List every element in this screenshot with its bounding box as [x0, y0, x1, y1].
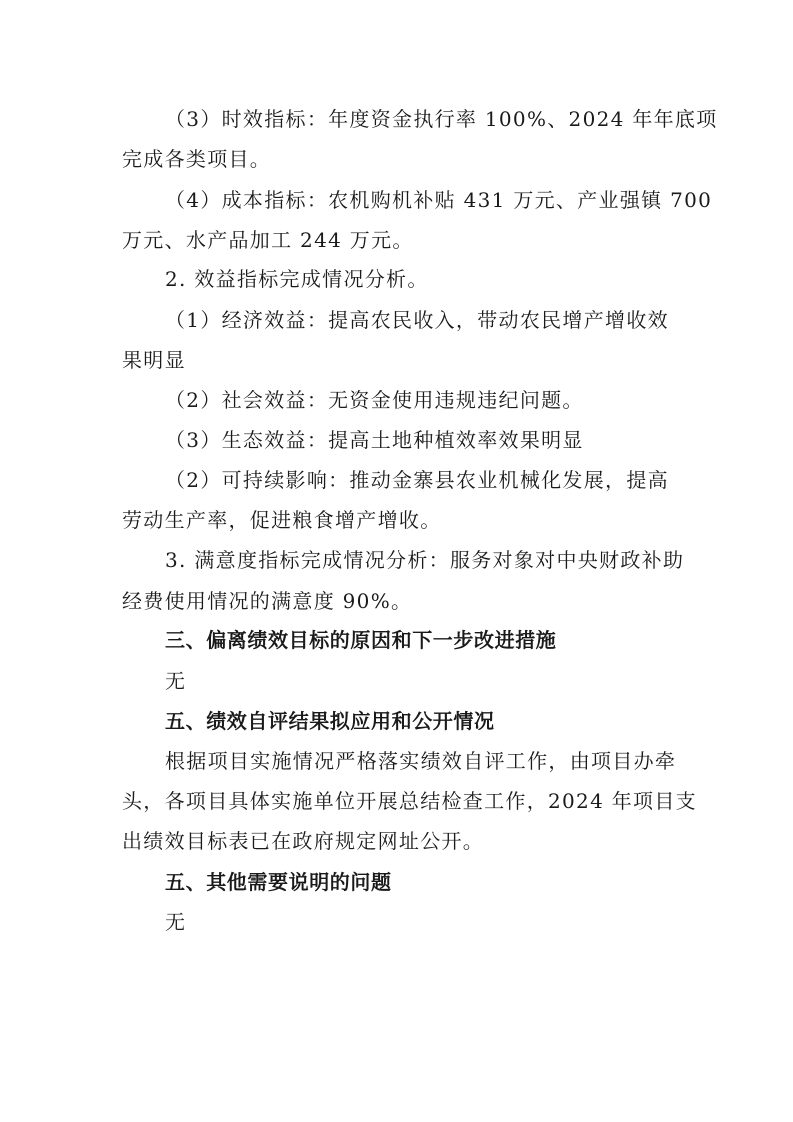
paragraph-cost-line-1: （4）成本指标：农机购机补贴 431 万元、产业强镇 700 — [165, 188, 713, 212]
section-application-line-1: 根据项目实施情况严格落实绩效自评工作，由项目办牵 — [165, 749, 677, 773]
section-application-line-2: 头，各项目具体实施单位开展总结检查工作，2024 年项目支 — [122, 789, 697, 813]
paragraph-ecological: （3）生态效益：提高土地种植效率效果明显 — [165, 428, 584, 452]
section-heading-application: 五、绩效自评结果拟应用和公开情况 — [165, 709, 495, 733]
paragraph-timeliness-line-2: 完成各类项目。 — [122, 147, 272, 171]
section-other-body: 无 — [165, 910, 187, 934]
section-heading-deviation: 三、偏离绩效目标的原因和下一步改进措施 — [165, 628, 557, 652]
paragraph-economic-line-2: 果明显 — [122, 348, 186, 372]
paragraph-satisfaction-line-1: 3. 满意度指标完成情况分析：服务对象对中央财政补助 — [165, 548, 685, 572]
paragraph-timeliness-line-1: （3）时效指标：年度资金执行率 100%、2024 年年底项 — [165, 107, 718, 131]
section-deviation-body: 无 — [165, 669, 187, 693]
paragraph-economic-line-1: （1）经济效益：提高农民收入，带动农民增产增收效 — [165, 308, 669, 332]
section-heading-other: 五、其他需要说明的问题 — [165, 870, 392, 894]
paragraph-social: （2）社会效益：无资金使用违规违纪问题。 — [165, 388, 584, 412]
section-application-line-3: 出绩效目标表已在政府规定网址公开。 — [122, 829, 485, 853]
paragraph-cost-line-2: 万元、水产品加工 244 万元。 — [122, 228, 414, 252]
paragraph-sustainable-line-1: （2）可持续影响：推动金寨县农业机械化发展，提高 — [165, 468, 669, 492]
paragraph-benefit-analysis: 2. 效益指标完成情况分析。 — [165, 267, 429, 291]
paragraph-satisfaction-line-2: 经费使用情况的满意度 90%。 — [122, 589, 413, 613]
paragraph-sustainable-line-2: 劳动生产率，促进粮食增产增收。 — [122, 508, 442, 532]
